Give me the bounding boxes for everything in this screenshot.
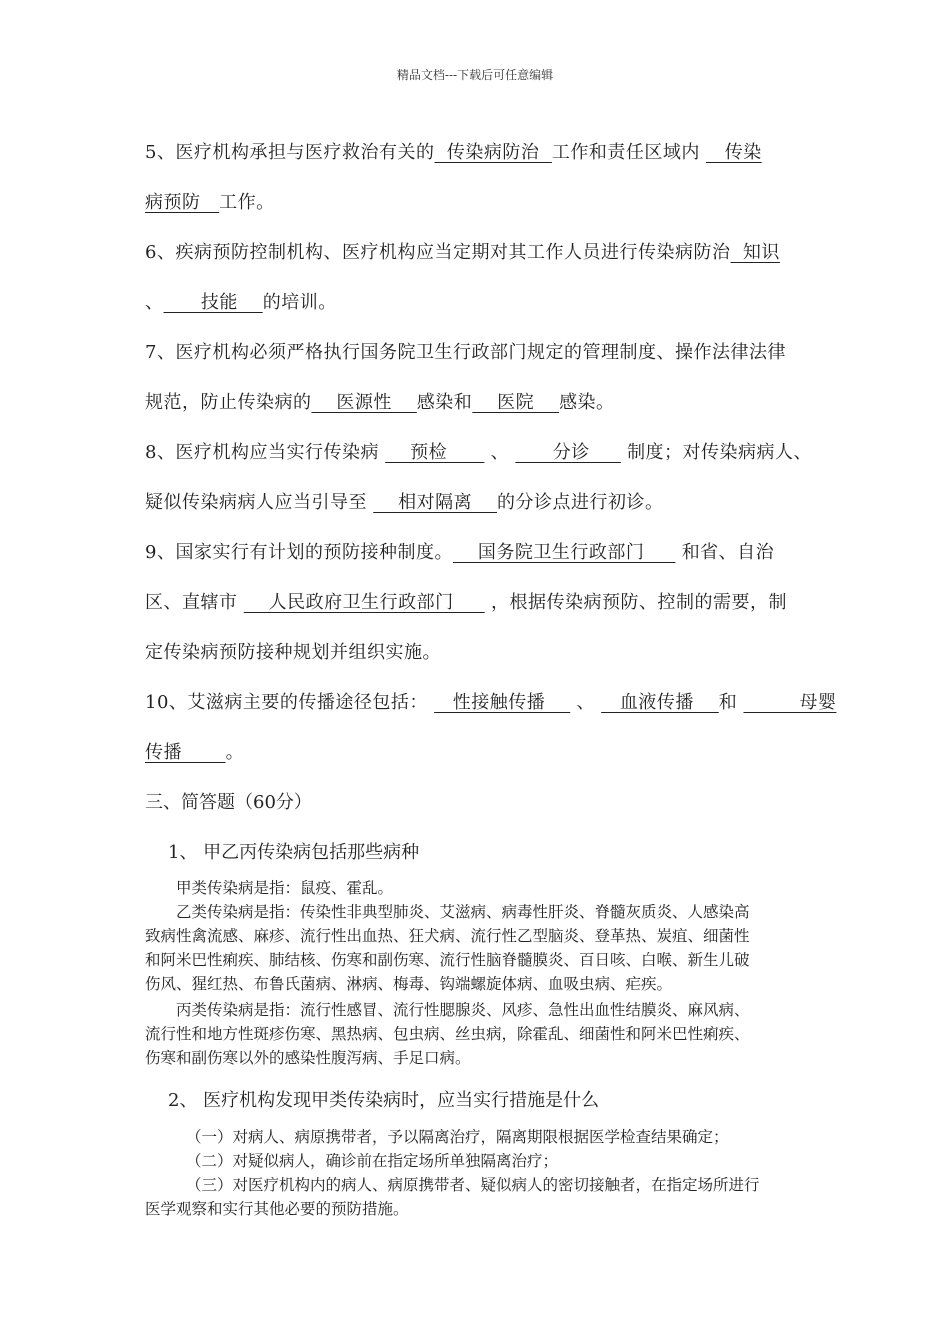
question-1-title: 1、 甲乙丙传染病包括那些病种: [168, 842, 420, 863]
q2-paragraph-line: （一）对病人、病原携带者，予以隔离治疗，隔离期限根据医学检查结果确定；: [186, 1128, 729, 1146]
q5-answer-1: 传染病防治: [434, 142, 552, 163]
q9-answer-1: 国务院卫生行政部门: [452, 542, 676, 563]
q7-answer-2: 医院: [472, 392, 560, 413]
q6-answer-2: 技能: [163, 292, 263, 313]
q8-answer-1: 预检: [385, 442, 485, 463]
q5-line-2: 病预防 工作。: [145, 192, 275, 213]
page-header: 精品文档---下载后可任意编辑: [396, 68, 554, 82]
q1-paragraph-line: 流行性和地方性斑疹伤寒、黑热病、包虫病、丝虫病，除霍乱、细菌性和阿米巴性痢疾、: [145, 1025, 750, 1043]
q8-answer-2: 分诊: [515, 442, 621, 463]
q5-answer-2b: 病预防: [145, 192, 220, 213]
q2-paragraph-line: 医学观察和实行其他必要的预防措施。: [145, 1200, 409, 1218]
q1-paragraph-line: 和阿米巴性痢疾、肺结核、伤寒和副伤寒、流行性脑脊髓膜炎、百日咳、白喉、新生儿破: [145, 951, 750, 969]
q5-answer-2a: 传染: [706, 142, 762, 163]
q7-answer-1: 医源性: [311, 392, 417, 413]
q2-paragraph-line: （二）对疑似病人，确诊前在指定场所单独隔离治疗；: [186, 1152, 559, 1170]
section-title: 三、简答题（60分）: [145, 792, 312, 813]
q10-answer-1: 性接触传播: [434, 692, 571, 713]
q8-line-2: 疑似传染病病人应当引导至 相对隔离 的分诊点进行初诊。: [145, 492, 664, 513]
q1-paragraph-line: 伤寒和副伤寒以外的感染性腹泻病、手足口病。: [145, 1049, 471, 1067]
q7-line-1: 7、医疗机构必须严格执行国务院卫生行政部门规定的管理制度、操作法律法律: [145, 342, 786, 363]
q8-line-1: 8、医疗机构应当实行传染病 预检 、 分诊 制度；对传染病病人、: [145, 442, 813, 463]
q9-line-3: 定传染病预防接种规划并组织实施。: [145, 642, 441, 663]
q1-paragraph-line: 乙类传染病是指：传染性非典型肺炎、艾滋病、病毒性肝炎、脊髓灰质炎、人感染高: [176, 903, 750, 921]
q8-answer-3: 相对隔离: [373, 492, 498, 513]
q1-paragraph-line: 致病性禽流感、麻疹、流行性出血热、狂犬病、流行性乙型脑炎、登革热、炭疽、细菌性: [145, 927, 750, 945]
q1-paragraph-line: 丙类传染病是指：流行性感冒、流行性腮腺炎、风疹、急性出血性结膜炎、麻风病、: [176, 1001, 750, 1019]
q6-line-2: 、 技能 的培训。: [145, 292, 337, 313]
q9-line-1: 9、国家实行有计划的预防接种制度。 国务院卫生行政部门 和省、自治: [145, 542, 775, 563]
q9-line-2: 区、直辖市 人民政府卫生行政部门 ，根据传染病预防、控制的需要，制: [145, 592, 787, 613]
q9-answer-2: 人民政府卫生行政部门: [243, 592, 485, 613]
q7-line-2: 规范，防止传染病的 医源性 感染和 医院 感染。: [145, 392, 615, 413]
q10-line-1: 10、艾滋病主要的传播途径包括： 性接触传播 、 血液传播 和 母婴: [145, 692, 837, 713]
q1-paragraph-line: 甲类传染病是指：鼠疫、霍乱。: [176, 879, 394, 897]
q6-line-1: 6、疾病预防控制机构、医疗机构应当定期对其工作人员进行传染病防治 知识: [145, 242, 780, 263]
q10-answer-3b: 传播: [145, 742, 226, 763]
q10-answer-2: 血液传播: [601, 692, 719, 713]
q10-answer-3a: 母婴: [743, 692, 837, 713]
question-2-title: 2、 医疗机构发现甲类传染病时，应当实行措施是什么: [168, 1090, 600, 1111]
q10-line-2: 传播 。: [145, 742, 245, 763]
q5-line-1: 5、医疗机构承担与医疗救治有关的 传染病防治 工作和责任区域内 传染: [145, 142, 762, 163]
q6-answer-1: 知识: [730, 242, 780, 263]
q1-paragraph-line: 伤风、猩红热、布鲁氏菌病、淋病、梅毒、钩端螺旋体病、血吸虫病、疟疾。: [145, 975, 673, 993]
q2-paragraph-line: （三）对医疗机构内的病人、病原携带者、疑似病人的密切接触者，在指定场所进行: [186, 1176, 760, 1194]
